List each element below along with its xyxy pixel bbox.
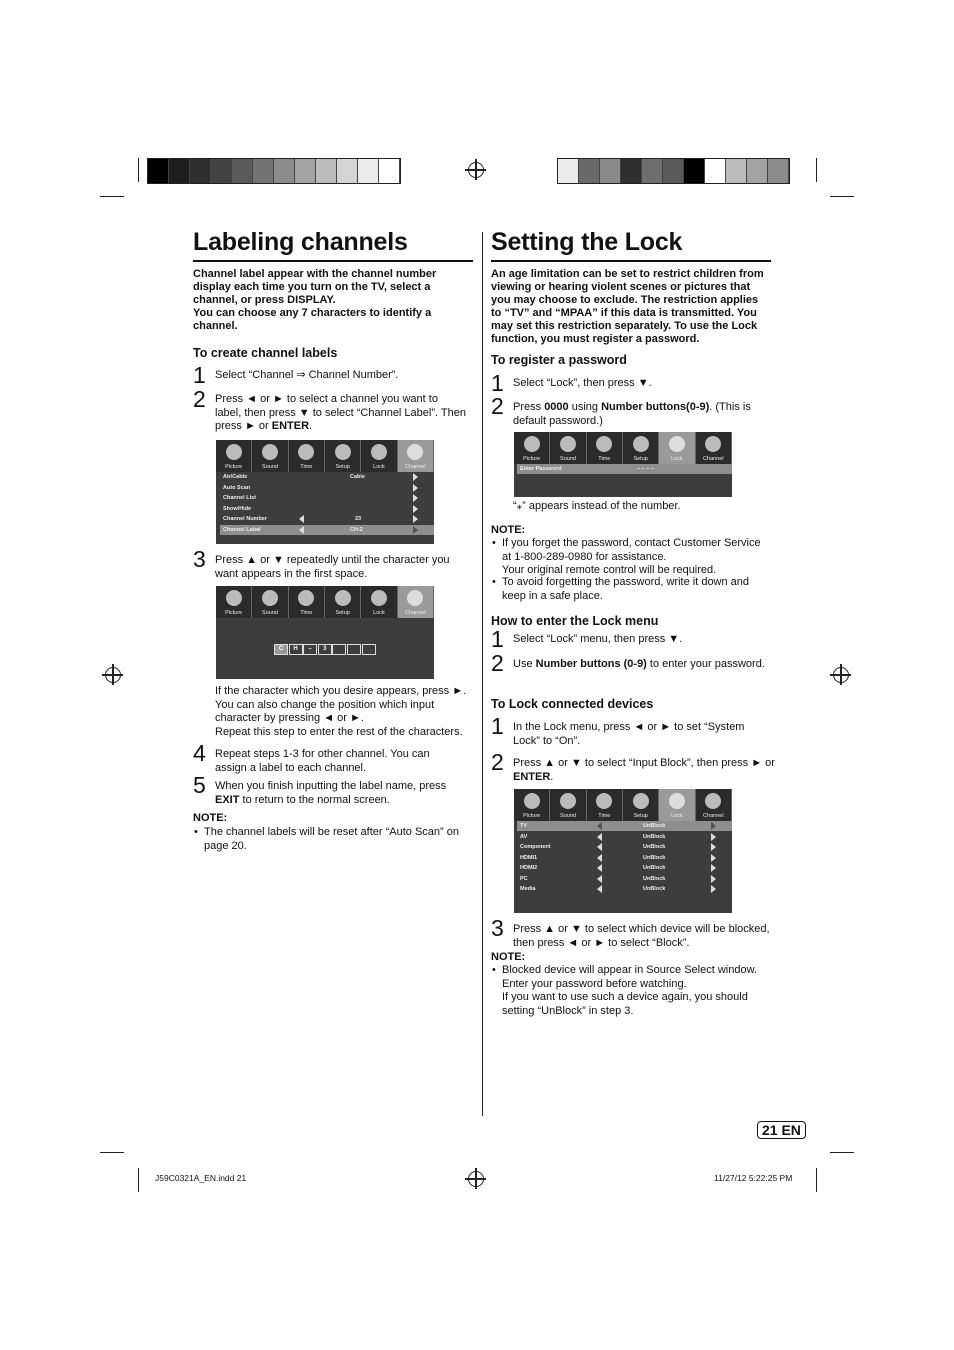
- input-block-row[interactable]: [517, 821, 732, 831]
- menu-tab-channel[interactable]: [696, 789, 732, 821]
- password-row[interactable]: [517, 464, 732, 474]
- channel-icon: [407, 444, 423, 460]
- menu-tab-label: Picture: [225, 610, 243, 616]
- step-number: 1: [193, 362, 206, 388]
- menu-tab-lock[interactable]: [361, 440, 397, 472]
- note-text: To avoid forgetting the password, write it down and keep in a safe place.: [502, 576, 750, 602]
- color-swatch: [148, 159, 169, 183]
- menu-tab-picture[interactable]: [216, 586, 252, 618]
- arrow-right-icon: [413, 484, 418, 492]
- step-text-part: using: [571, 401, 599, 413]
- section-heading: How to enter the Lock menu: [491, 614, 659, 628]
- step-text-end: to return to the normal screen.: [239, 793, 390, 806]
- menu-tab-channel[interactable]: [398, 440, 434, 472]
- step-text: Select “Channel ⇒ Channel Number”.: [215, 369, 399, 381]
- step-number: 2: [193, 386, 206, 412]
- menu-tab-bar: [216, 586, 434, 618]
- menu-tab-label: Channel: [405, 610, 426, 616]
- menu-tab-label: Time: [300, 464, 313, 470]
- color-swatch: [358, 159, 379, 183]
- arrow-right-icon: [711, 854, 716, 862]
- note-heading: NOTE:: [193, 812, 228, 824]
- arrow-left-icon: [299, 526, 304, 534]
- input-source-label: PC: [520, 875, 528, 882]
- channel-icon: [705, 793, 721, 809]
- step-text: [215, 393, 467, 434]
- menu-tab-sound[interactable]: [252, 586, 288, 618]
- arrow-right-icon: [711, 864, 716, 872]
- setup-icon: [633, 436, 649, 452]
- arrow-right-icon: [413, 515, 418, 523]
- block-status-value: UnBlock: [643, 865, 666, 871]
- char-box[interactable]: H: [289, 644, 303, 655]
- step-number: 3: [491, 915, 504, 941]
- color-swatch: [337, 159, 358, 183]
- step-followup-text: If the character which you desire appears, press ►. You can also change the position which input character by pressing ◄ or ►. Repeat this step to enter the rest of the characters.: [215, 685, 467, 738]
- color-swatch: [190, 159, 211, 183]
- picture-icon: [226, 590, 242, 606]
- menu-tab-setup[interactable]: [325, 586, 361, 618]
- note-item: [492, 537, 772, 578]
- asterisk-text: “⁎” appears instead of the number.: [513, 500, 681, 512]
- arrow-left-icon: [597, 875, 602, 883]
- block-status-value: UnBlock: [643, 823, 666, 829]
- left-title-block: [193, 228, 473, 262]
- sound-icon: [560, 436, 576, 452]
- input-block-screen: [514, 789, 732, 913]
- time-icon: [298, 590, 314, 606]
- color-swatch: [274, 159, 295, 183]
- menu-row[interactable]: [220, 514, 434, 524]
- input-source-label: HDMI1: [520, 854, 538, 861]
- password-screen: [514, 432, 732, 497]
- picture-icon: [524, 793, 540, 809]
- menu-tab-picture[interactable]: [216, 440, 252, 472]
- color-swatch: [316, 159, 337, 183]
- step-text: [513, 401, 773, 428]
- color-swatch: [579, 159, 600, 183]
- step-text: Select “Lock”, then press ▼.: [513, 377, 652, 389]
- color-swatch: [684, 159, 705, 183]
- block-status-value: UnBlock: [643, 844, 666, 850]
- channel-label-screen: [216, 586, 434, 679]
- color-swatch: [726, 159, 747, 183]
- time-icon: [298, 444, 314, 460]
- menu-tab-label: Setup: [335, 610, 350, 616]
- column-divider: [482, 232, 483, 1116]
- menu-tab-time[interactable]: [289, 440, 325, 472]
- page-number-badge: 21 EN: [757, 1121, 806, 1139]
- input-block-row[interactable]: [517, 874, 732, 884]
- menu-tab-sound[interactable]: [550, 789, 586, 821]
- step-number: 1: [491, 626, 504, 652]
- picture-icon: [524, 436, 540, 452]
- menu-tab-time[interactable]: [587, 432, 623, 464]
- menu-tab-setup[interactable]: [623, 432, 659, 464]
- arrow-right-icon: [413, 526, 418, 534]
- arrow-left-icon: [597, 864, 602, 872]
- menu-tab-label: Setup: [335, 464, 350, 470]
- intro-text: Channel label appear with the channel number display each time you turn on the TV, select a channel, or press DISPLAY. You can choose any 7 characters to identify a channel.: [193, 268, 437, 332]
- channel-menu-screen: [216, 440, 434, 544]
- menu-row[interactable]: [220, 504, 434, 514]
- menu-tab-picture[interactable]: [514, 789, 550, 821]
- color-swatch: [663, 159, 684, 183]
- color-bar-left: [147, 158, 401, 184]
- color-swatch: [253, 159, 274, 183]
- step-text-end: to enter your password.: [646, 658, 765, 670]
- step-text-bold: ENTER: [513, 770, 551, 783]
- step-text: [215, 780, 470, 807]
- crop-mark: [138, 158, 139, 182]
- menu-tab-bar: [216, 440, 434, 472]
- step-number: 4: [193, 740, 206, 766]
- menu-tab-label: Picture: [523, 456, 541, 462]
- char-box[interactable]: C: [274, 644, 288, 655]
- color-swatch: [621, 159, 642, 183]
- color-swatch: [747, 159, 768, 183]
- step-text-bold: Number buttons (0-9): [535, 658, 647, 670]
- menu-row-label: Channel Label: [223, 527, 261, 533]
- lock-icon: [669, 793, 685, 809]
- step-number: 1: [491, 370, 504, 396]
- menu-tab-lock[interactable]: [361, 586, 397, 618]
- note-item: [492, 576, 772, 603]
- block-status-value: UnBlock: [643, 833, 666, 840]
- input-source-label: Component: [520, 844, 551, 850]
- menu-tab-label: Sound: [560, 456, 576, 462]
- menu-tab-sound[interactable]: [252, 440, 288, 472]
- color-swatch: [558, 159, 579, 183]
- menu-tab-label: Channel: [703, 813, 724, 819]
- arrow-right-icon: [413, 494, 418, 502]
- sound-icon: [560, 793, 576, 809]
- setup-icon: [335, 444, 351, 460]
- menu-row[interactable]: [220, 525, 434, 535]
- menu-tab-bar: [514, 432, 732, 464]
- step-text: Press ▲ or ▼ repeatedly until the character you want appears in the first space.: [215, 554, 450, 580]
- char-box[interactable]: 3: [318, 644, 332, 655]
- step-number: 3: [193, 546, 206, 572]
- menu-tab-lock[interactable]: [659, 432, 695, 464]
- bullet-icon: •: [492, 576, 496, 588]
- bullet-icon: •: [492, 537, 496, 549]
- arrow-right-icon: [711, 885, 716, 893]
- arrow-right-icon: [413, 505, 418, 513]
- menu-tab-label: Lock: [373, 610, 385, 616]
- registration-mark-icon: [833, 667, 849, 683]
- step-text-bold: Number buttons(0-9): [601, 401, 710, 413]
- right-title-block: [491, 228, 771, 262]
- menu-row-label: Air/Cable: [223, 474, 248, 480]
- note-text: If you forget the password, contact Customer Service at 1-800-289-0980 for assistance. Your original remote control will be required.: [502, 537, 761, 576]
- sound-icon: [262, 590, 278, 606]
- step-text-bold: EXIT: [215, 793, 240, 806]
- arrow-right-icon: [711, 822, 716, 830]
- menu-tab-label: Time: [598, 456, 611, 462]
- step-text: In the Lock menu, press ◄ or ► to set “System Lock” to “On”.: [513, 721, 745, 747]
- footer-timestamp: 11/27/12 5:22:25 PM: [714, 1173, 793, 1183]
- input-source-label: HDMI2: [520, 865, 538, 871]
- color-swatch: [600, 159, 621, 183]
- color-swatch: [232, 159, 253, 183]
- bullet-icon: •: [194, 826, 198, 838]
- menu-tab-label: Time: [598, 813, 611, 819]
- note-item: [492, 964, 777, 1018]
- color-swatch: [211, 159, 232, 183]
- menu-tab-setup[interactable]: [325, 440, 361, 472]
- step-text-part: Press: [513, 401, 542, 413]
- password-value: – – – –: [637, 466, 654, 472]
- title-rule: [193, 260, 473, 262]
- menu-tab-lock[interactable]: [659, 789, 695, 821]
- arrow-right-icon: [711, 875, 716, 883]
- section-heading: To Lock connected devices: [491, 697, 654, 711]
- input-block-row[interactable]: [517, 842, 732, 852]
- char-box[interactable]: [362, 644, 376, 655]
- color-swatch: [642, 159, 663, 183]
- input-block-row[interactable]: [517, 863, 732, 873]
- menu-tab-label: Lock: [373, 464, 385, 470]
- channel-icon: [407, 590, 423, 606]
- setup-icon: [633, 793, 649, 809]
- menu-tab-sound[interactable]: [550, 432, 586, 464]
- crop-mark: [816, 158, 817, 182]
- registration-mark-icon: [468, 162, 484, 178]
- arrow-left-icon: [597, 833, 602, 841]
- input-source-label: Media: [520, 886, 536, 892]
- block-status-value: UnBlock: [643, 875, 666, 882]
- color-swatch: [768, 159, 789, 183]
- sound-icon: [262, 444, 278, 460]
- block-status-value: UnBlock: [643, 886, 666, 892]
- registration-mark-icon: [468, 1171, 484, 1187]
- menu-tab-label: Picture: [225, 464, 243, 470]
- menu-tab-label: Sound: [262, 464, 278, 470]
- menu-row[interactable]: [220, 493, 434, 503]
- menu-row-value: CH-2: [350, 527, 363, 533]
- color-swatch: [295, 159, 316, 183]
- menu-row-label: Channel Number: [223, 516, 268, 523]
- crop-mark: [830, 1152, 854, 1153]
- step-number: 2: [491, 650, 504, 676]
- step-text: Repeat steps 1-3 for other channel. You can assign a label to each channel.: [215, 748, 430, 774]
- menu-tab-label: Lock: [671, 456, 683, 462]
- crop-mark: [100, 1152, 124, 1153]
- char-box[interactable]: –: [303, 644, 317, 655]
- step-text-end: . (This is default password.): [513, 401, 751, 427]
- time-icon: [596, 436, 612, 452]
- lock-icon: [371, 590, 387, 606]
- bullet-icon: •: [492, 964, 496, 976]
- menu-tab-label: Setup: [633, 813, 648, 819]
- step-number: 1: [491, 713, 504, 739]
- menu-tab-channel[interactable]: [398, 586, 434, 618]
- menu-tab-picture[interactable]: [514, 432, 550, 464]
- step-text-part: Press ▲ or ▼ to select “Input Block”, then press ► or: [513, 757, 775, 769]
- crop-mark: [816, 1168, 817, 1192]
- section-heading: To create channel labels: [193, 346, 338, 360]
- title-rule: [491, 260, 771, 262]
- arrow-left-icon: [597, 854, 602, 862]
- menu-tab-label: Setup: [633, 456, 648, 462]
- note-text: Blocked device will appear in Source Select window. Enter your password before watching. If you want to use such a device again, you should setting “UnBlock” in step 3.: [502, 964, 757, 1017]
- input-source-label: AV: [520, 833, 528, 840]
- menu-row-label: Channel List: [223, 495, 257, 502]
- step-text-part: When you finish inputting the label name, press: [215, 780, 447, 792]
- menu-row[interactable]: [220, 483, 434, 493]
- block-status-value: UnBlock: [643, 854, 666, 861]
- password-label: Enter Password: [520, 466, 562, 472]
- setup-icon: [335, 590, 351, 606]
- note-text: The channel labels will be reset after “Auto Scan” on page 20.: [204, 826, 459, 852]
- menu-tab-bar: [514, 789, 732, 821]
- step-text-part: Use: [513, 658, 533, 670]
- step-text-end: .: [550, 770, 554, 783]
- arrow-right-icon: [711, 833, 716, 841]
- input-block-row[interactable]: [517, 884, 732, 894]
- step-text: [513, 658, 768, 672]
- arrow-left-icon: [597, 885, 602, 893]
- char-box[interactable]: [332, 644, 346, 655]
- menu-tab-label: Channel: [405, 464, 426, 470]
- menu-tab-time[interactable]: [587, 789, 623, 821]
- step-text-end: .: [309, 420, 313, 432]
- menu-tab-setup[interactable]: [623, 789, 659, 821]
- arrow-left-icon: [597, 843, 602, 851]
- step-number: 2: [491, 393, 504, 419]
- lock-icon: [669, 436, 685, 452]
- footer-filename: J59C0321A_EN.indd 21: [155, 1173, 247, 1183]
- menu-row-value: 23: [355, 516, 362, 523]
- menu-row-label: Show/Hide: [223, 505, 252, 512]
- crop-mark: [138, 1168, 139, 1192]
- color-bar-right: [557, 158, 790, 184]
- section-title: Setting the Lock: [491, 228, 683, 256]
- menu-tab-channel[interactable]: [696, 432, 732, 464]
- menu-row-value: Cable: [350, 474, 365, 480]
- char-box[interactable]: [347, 644, 361, 655]
- menu-tab-label: Sound: [262, 610, 278, 616]
- arrow-right-icon: [711, 843, 716, 851]
- intro-text: An age limitation can be set to restrict children from viewing or hearing violent scenes or pictures that you may choose to exclude. The restriction applies to “TV” and “MPAA” if this data is transmitted. You may set this restriction separately. To use the Lock function, you must register a password.: [491, 268, 764, 345]
- picture-icon: [226, 444, 242, 460]
- step-text: [513, 757, 778, 784]
- arrow-left-icon: [299, 515, 304, 523]
- lock-icon: [371, 444, 387, 460]
- registration-mark-icon: [105, 667, 121, 683]
- input-source-label: TV: [520, 823, 528, 829]
- color-swatch: [379, 159, 400, 183]
- menu-tab-label: Picture: [523, 813, 541, 819]
- menu-tab-label: Channel: [703, 456, 724, 462]
- step-text-bold: 0000: [544, 401, 569, 413]
- menu-tab-label: Sound: [560, 813, 576, 819]
- step-text-bold: ENTER: [271, 420, 310, 432]
- step-text-part: Press ◄ or ► to select a channel you want to label, then press ▼ to select “Channel Label”. Then press ► or: [215, 393, 466, 432]
- note-heading: NOTE:: [491, 524, 526, 536]
- section-heading: To register a password: [491, 353, 627, 367]
- arrow-right-icon: [413, 473, 418, 481]
- crop-mark: [830, 196, 854, 197]
- menu-tab-time[interactable]: [289, 586, 325, 618]
- crop-mark: [100, 196, 124, 197]
- color-swatch: [169, 159, 190, 183]
- page-title: Labeling channels: [193, 228, 408, 256]
- step-text: Press ▲ or ▼ to select which device will be blocked, then press ◄ or ► to select “Block”.: [513, 923, 770, 949]
- menu-row[interactable]: [220, 472, 434, 482]
- note-heading: NOTE:: [491, 951, 526, 963]
- step-number: 2: [491, 749, 504, 775]
- menu-row-label: Auto Scan: [223, 484, 251, 491]
- note-item: [194, 826, 474, 853]
- step-number: 5: [193, 772, 206, 798]
- input-block-row[interactable]: [517, 853, 732, 863]
- step-text: Select “Lock” menu, then press ▼.: [513, 633, 683, 645]
- channel-icon: [705, 436, 721, 452]
- color-swatch: [705, 159, 726, 183]
- arrow-left-icon: [597, 822, 602, 830]
- time-icon: [596, 793, 612, 809]
- input-block-row[interactable]: [517, 832, 732, 842]
- menu-tab-label: Lock: [671, 813, 683, 819]
- menu-tab-label: Time: [300, 610, 313, 616]
